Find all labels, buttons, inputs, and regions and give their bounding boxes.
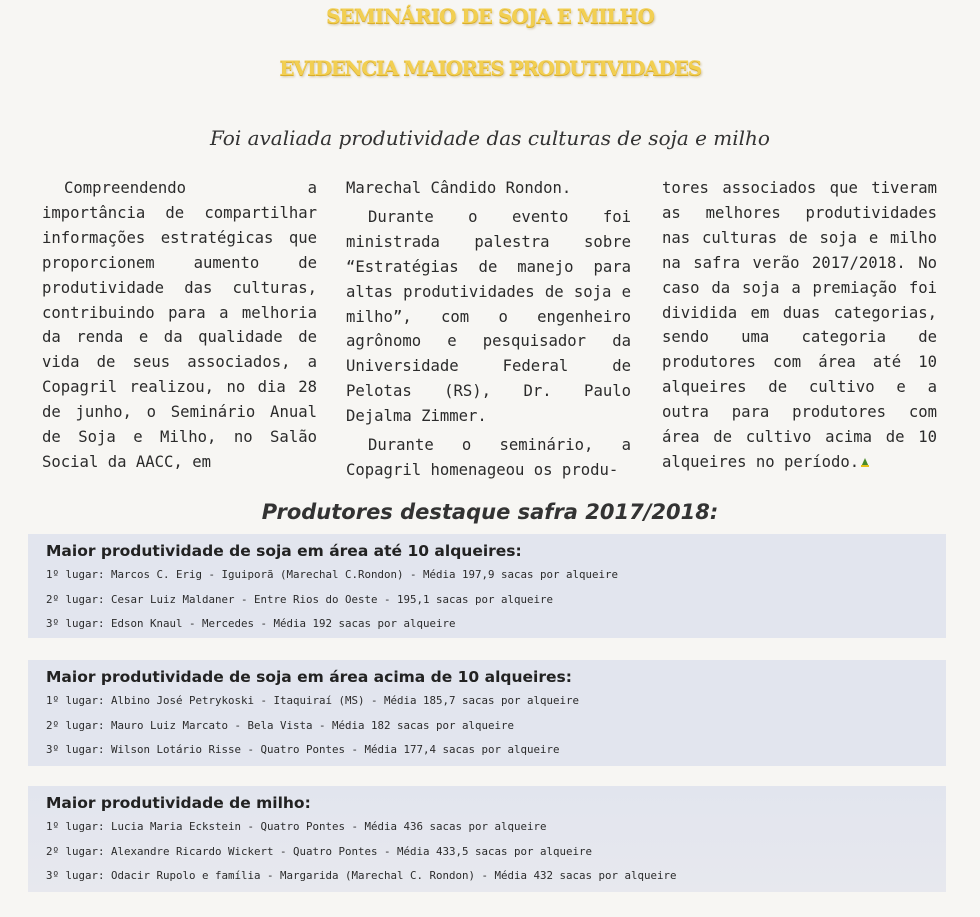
award-entry: 3º lugar: Odacir Rupolo e família - Margarida (Marechal C. Rondon) - Média 432 sacas por alqueire	[46, 869, 677, 882]
award-entry: 1º lugar: Lucia Maria Eckstein - Quatro Pontes - Média 436 sacas por alqueire	[46, 820, 547, 833]
award-entry: 1º lugar: Albino José Petrykoski - Itaquiraí (MS) - Média 185,7 sacas por alqueire	[46, 694, 580, 707]
award-entry: 2º lugar: Alexandre Ricardo Wickert - Quatro Pontes - Média 433,5 sacas por alqueire	[46, 844, 593, 858]
award-category-box	[28, 660, 946, 766]
category-title: Maior produtividade de soja em área acima de 10 alqueires:	[46, 668, 572, 686]
award-entry: 2º lugar: Mauro Luiz Marcato - Bela Vista - Média 182 sacas por alqueire	[46, 718, 515, 732]
award-entry: 2º lugar: Cesar Luiz Maldaner - Entre Rios do Oeste - 195,1 sacas por alqueire	[46, 592, 554, 606]
article-column-1	[42, 176, 317, 475]
copagril-end-mark-icon	[859, 456, 871, 468]
paragraph: Compreendendo a importância de compartilhar informações estratégicas que proporcionem aumento de produtividade das culturas, contribuindo para a melhoria da renda e da qualidade de vida de seus associados, a Copagril realizou, no dia 28 de junho, o Seminário Anual de Soja e Milho, no Salão Social da AACC, em	[42, 179, 317, 471]
article-column-3	[662, 176, 937, 475]
category-title: Maior produtividade de soja em área até 10 alqueires:	[46, 542, 522, 560]
headline-line-2: EVIDENCIA MAIORES PRODUTIVIDADES	[279, 56, 701, 80]
article-column-2	[346, 176, 631, 483]
headline-line-1: SEMINÁRIO DE SOJA E MILHO	[326, 4, 654, 28]
award-entry: 3º lugar: Wilson Lotário Risse - Quatro Pontes - Média 177,4 sacas por alqueire	[46, 743, 560, 756]
paragraph: Durante o evento foi ministrada palestra sobre “Estratégias de manejo para altas produtividades de soja e milho”, com o engenheiro agrônomo e pesquisador da Universidade Federal de Pelotas (RS), Dr. Paulo Dejalma Zimmer.	[346, 207, 631, 426]
award-entry: 1º lugar: Marcos C. Erig - Iguiporã (Marechal C.Rondon) - Média 197,9 sacas por alqueire	[46, 568, 619, 581]
award-category-box	[28, 786, 946, 892]
paragraph-text: tores associados que tiveram as melhores produtividades nas culturas de soja e milho na safra verão 2017/2018. No caso da soja a premiação foi dividida em duas categorias, sendo uma categoria de produtores com área até 10 alqueires de cultivo e a outra para produtores com área de cultivo acima de 10 alqueires no período.	[662, 179, 937, 471]
award-category-box	[28, 534, 946, 638]
award-entry: 3º lugar: Edson Knaul - Mercedes - Média 192 sacas por alqueire	[46, 617, 456, 630]
category-title: Maior produtividade de milho:	[46, 794, 311, 812]
paragraph: Marechal Cândido Rondon.	[346, 179, 572, 197]
paragraph: Durante o seminário, a Copagril homenageou os produ-	[346, 436, 631, 479]
section-title: Produtores destaque safra 2017/2018:	[261, 500, 719, 524]
paragraph	[662, 176, 937, 475]
subtitle: Foi avaliada produtividade das culturas de soja e milho	[210, 126, 770, 150]
